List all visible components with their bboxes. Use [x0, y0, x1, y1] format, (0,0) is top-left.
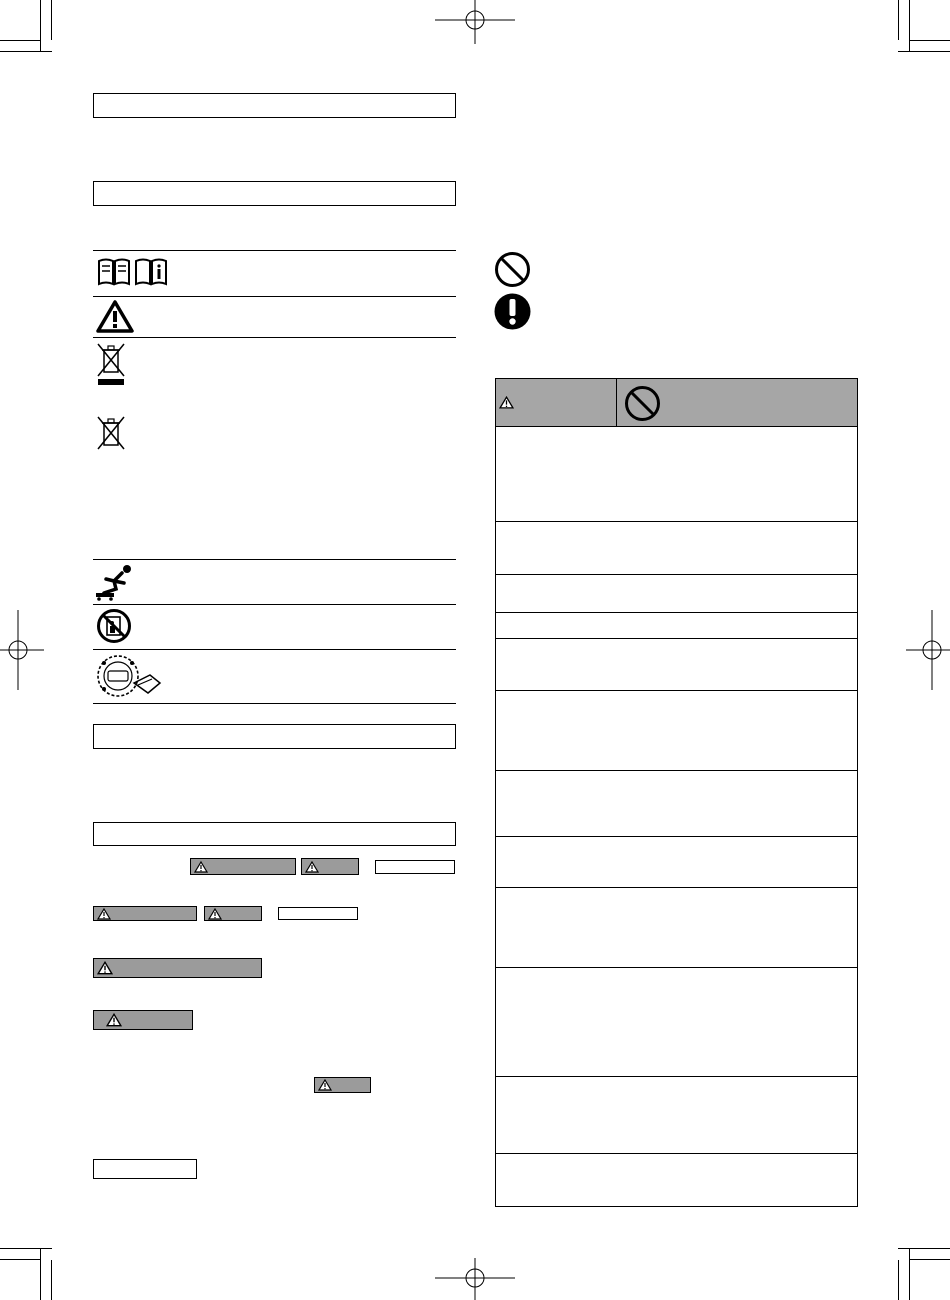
registration-crosshair-icon [435, 1258, 515, 1300]
symbol-table-rule [93, 703, 456, 704]
table-row [495, 613, 858, 639]
information-sheet-icon [134, 257, 168, 287]
registration-crosshair-icon [435, 0, 515, 44]
table-row [495, 522, 858, 575]
prohibition-circle-icon [624, 385, 661, 422]
table-row [495, 691, 858, 771]
warning-triangle-icon [208, 908, 222, 920]
read-manual-icon [97, 257, 131, 287]
no-child-operation-icon [96, 608, 132, 644]
symbol-table-rule [93, 559, 456, 560]
mandatory-exclamation-icon [494, 293, 531, 330]
notice-signal-tag [375, 860, 455, 874]
warning-triangle-icon [97, 961, 113, 975]
danger-signal-tag [93, 958, 262, 978]
header-divider [616, 379, 617, 426]
table-row [495, 427, 858, 522]
crossed-bin-icon [96, 415, 126, 451]
section-heading-box [93, 93, 456, 118]
table-row [495, 837, 858, 888]
table-row [495, 575, 858, 613]
warning-triangle-icon [96, 299, 134, 334]
symbol-table-rule [93, 296, 456, 297]
caution-signal-tag [204, 906, 262, 921]
symbol-table-rule [93, 337, 456, 338]
warning-triangle-icon [305, 861, 319, 873]
warning-triangle-icon [499, 396, 514, 409]
warning-triangle-icon [106, 1013, 122, 1027]
symbol-table-rule [93, 250, 456, 251]
table-row [495, 771, 858, 837]
section-heading-box [93, 822, 456, 846]
crossed-bin-with-bar-icon [96, 342, 126, 387]
robot-crush-hazard-icon [94, 653, 166, 699]
registration-crosshair-icon [0, 610, 44, 690]
danger-signal-tag [93, 906, 197, 921]
registration-crosshair-icon [906, 610, 950, 690]
warning-triangle-icon [318, 1079, 332, 1091]
caution-signal-tag [314, 1077, 371, 1093]
warning-table-header [495, 378, 858, 427]
danger-signal-tag [190, 858, 296, 875]
section-heading-box [93, 181, 456, 206]
table-row [495, 888, 858, 968]
warning-triangle-icon [194, 861, 208, 873]
notice-signal-tag [93, 1159, 197, 1179]
notice-signal-tag [278, 907, 358, 920]
table-row [495, 1154, 858, 1207]
trip-hazard-icon [94, 563, 136, 601]
table-row [495, 639, 858, 691]
caution-signal-tag [301, 858, 359, 875]
table-row [495, 968, 858, 1077]
warning-signal-tag [93, 1010, 193, 1030]
symbol-table-rule [93, 604, 456, 605]
warning-triangle-icon [97, 908, 111, 920]
symbol-table-rule [93, 649, 456, 650]
section-heading-box [93, 724, 456, 749]
table-row [495, 1077, 858, 1154]
prohibition-circle-icon [494, 251, 531, 288]
